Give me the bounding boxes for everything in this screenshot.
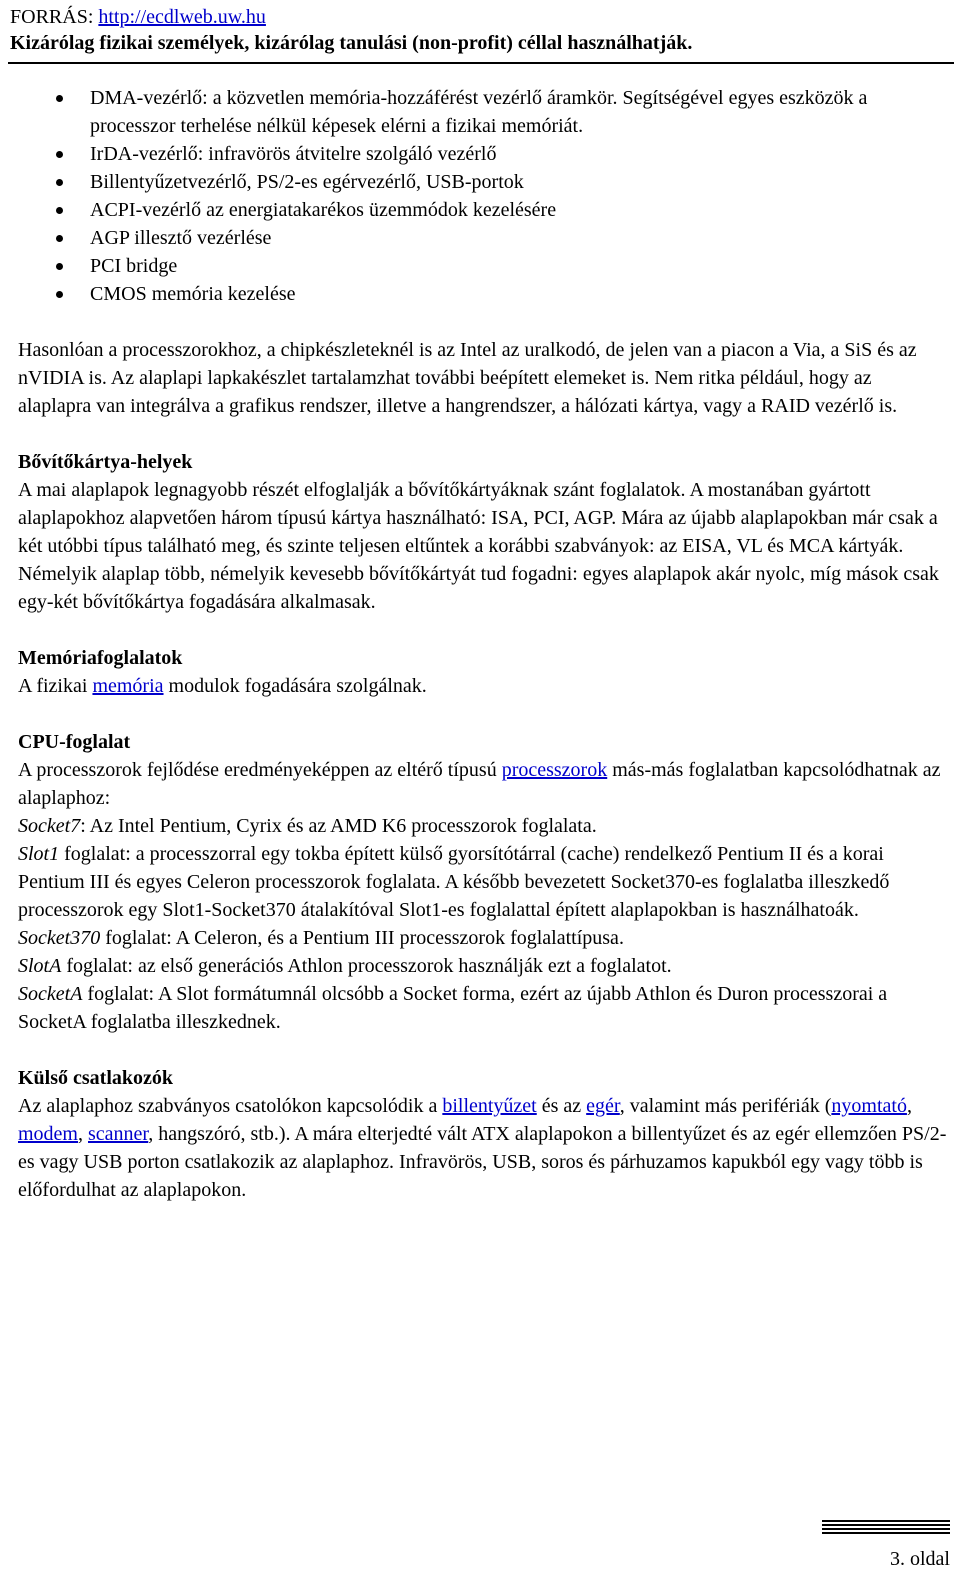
memory-paragraph: A fizikai memória modulok fogadására szolgálnak.: [18, 675, 427, 697]
bullet-icon: [56, 207, 63, 214]
bullet-icon: [56, 263, 63, 270]
expansion-heading: Bővítőkártya-helyek: [18, 451, 193, 473]
list-item: DMA-vezérlő: a közvetlen memória-hozzáférést vezérlő áramkör. Segítségével egyes eszközök a processzor terhelése nélkül képesek elérni a fizikai memóriát.: [18, 84, 948, 140]
slot1-name: Slot1: [18, 843, 60, 865]
chipset-feature-list: [18, 84, 948, 308]
document-body: [18, 84, 948, 1204]
bullet-icon: [56, 235, 63, 242]
list-item: CMOS memória kezelése: [18, 280, 948, 308]
socket370-line: Socket370 foglalat: A Celeron, és a Pentium III processzorok foglalattípusa.: [18, 927, 624, 949]
modem-link[interactable]: modem: [18, 1123, 78, 1145]
socket7-line: Socket7: Az Intel Pentium, Cyrix és az AMD K6 processzorok foglalata.: [18, 815, 597, 837]
list-item: ACPI-vezérlő az energiatakarékos üzemmódok kezelésére: [18, 196, 948, 224]
socket7-name: Socket7: [18, 815, 81, 837]
printer-link[interactable]: nyomtató: [831, 1095, 907, 1117]
slota-name: SlotA: [18, 955, 62, 977]
list-item: AGP illesztő vezérlése: [18, 224, 948, 252]
socketa-line: SocketA foglalat: A Slot formátumnál olcsóbb a Socket forma, ezért az újabb Athlon és Duron processzorai a SocketA foglalatba illeszkednek.: [18, 983, 888, 1033]
cpu-heading: CPU-foglalat: [18, 731, 131, 753]
bullet-icon: [56, 179, 63, 186]
socketa-name: SocketA: [18, 983, 83, 1005]
bullet-icon: [56, 151, 63, 158]
mouse-link[interactable]: egér: [586, 1095, 620, 1117]
memory-heading: Memóriafoglalatok: [18, 647, 183, 669]
source-link[interactable]: http://ecdlweb.uw.hu: [98, 6, 266, 28]
scanner-link[interactable]: scanner: [88, 1123, 149, 1145]
page-number: 3. oldal: [890, 1548, 950, 1570]
header-divider: [8, 62, 954, 64]
memory-link[interactable]: memória: [92, 675, 164, 697]
keyboard-link[interactable]: billentyűzet: [442, 1095, 537, 1117]
expansion-paragraph: A mai alaplapok legnagyobb részét elfoglalják a bővítőkártyáknak szánt foglalatok. A mostanában gyártott alaplapokhoz alapvetően három típusú kártya használható: ISA, PCI, AGP. Mára az újabb alaplapokban már csak a két utóbbi típus található meg, és szinte teljesen eltűntek a korábbi szabványok: az EISA, VL és MCA kártyák. Némelyik alaplap több, némelyik kevesebb bővítőkártyát tud fogadni: egyes alaplapok akár nyolc, míg mások csak egy-két bővítőkártya fogadására alkalmasak.: [18, 479, 939, 613]
bullet-icon: [56, 95, 63, 102]
external-heading: Külső csatlakozók: [18, 1067, 174, 1089]
source-line: [10, 4, 955, 30]
footer-divider: [822, 1520, 950, 1536]
socket370-name: Socket370: [18, 927, 101, 949]
slota-line: SlotA foglalat: az első generációs Athlon processzorok használják ezt a foglalatot.: [18, 955, 672, 977]
usage-notice: Kizárólag fizikai személyek, kizárólag tanulási (non-profit) céllal használhatják.: [10, 32, 693, 54]
list-item: PCI bridge: [18, 252, 948, 280]
chipset-paragraph: Hasonlóan a processzorokhoz, a chipkészleteknél is az Intel az uralkodó, de jelen van a piacon a Via, a SiS és az nVIDIA is. Az alaplapi lapkakészlet tartalamzhat további beépített elemeket is. Nem ritka például, hogy az alaplapra van integrálva a grafikus rendszer, illetve a hangrendszer, a hálózati kártya, vagy a RAID vezérlő is.: [18, 339, 917, 417]
list-item: IrDA-vezérlő: infravörös átvitelre szolgáló vezérlő: [18, 140, 948, 168]
slot1-line: Slot1 foglalat: a processzorral egy tokba épített külső gyorsítótárral (cache) rendelkező Pentium II és a korai Pentium III és egyes Celeron processzorok foglalata. A később bevezetett Socket370-es foglalatba illeszkedő processzorok egy Slot1-Socket370 átalakítóval Slot1-es foglalattal épített alaplapokban is használhatoák.: [18, 843, 890, 921]
external-paragraph: Az alaplaphoz szabványos csatolókon kapcsolódik a billentyűzet és az egér, valamint más perifériák (nyomtató, modem, scanner, hangszóró, stb.). A mára elterjedté vált ATX alaplapokon a billentyűzet és az egér ellemzően PS/2-es vagy USB porton csatlakozik az alaplaphoz. Infravörös, USB, soros és párhuzamos kapukból egy vagy több is előfordulhat az alaplapokon.: [18, 1095, 947, 1201]
processors-link[interactable]: processzorok: [501, 759, 608, 781]
bullet-icon: [56, 291, 63, 298]
list-item: Billentyűzetvezérlő, PS/2-es egérvezérlő, USB-portok: [18, 168, 948, 196]
source-label: FORRÁS:: [10, 6, 99, 28]
page-header: [10, 4, 955, 56]
cpu-intro: A processzorok fejlődése eredményeképpen az eltérő típusú processzorok más-más foglalatban kapcsolódhatnak az alaplaphoz:: [18, 759, 941, 809]
